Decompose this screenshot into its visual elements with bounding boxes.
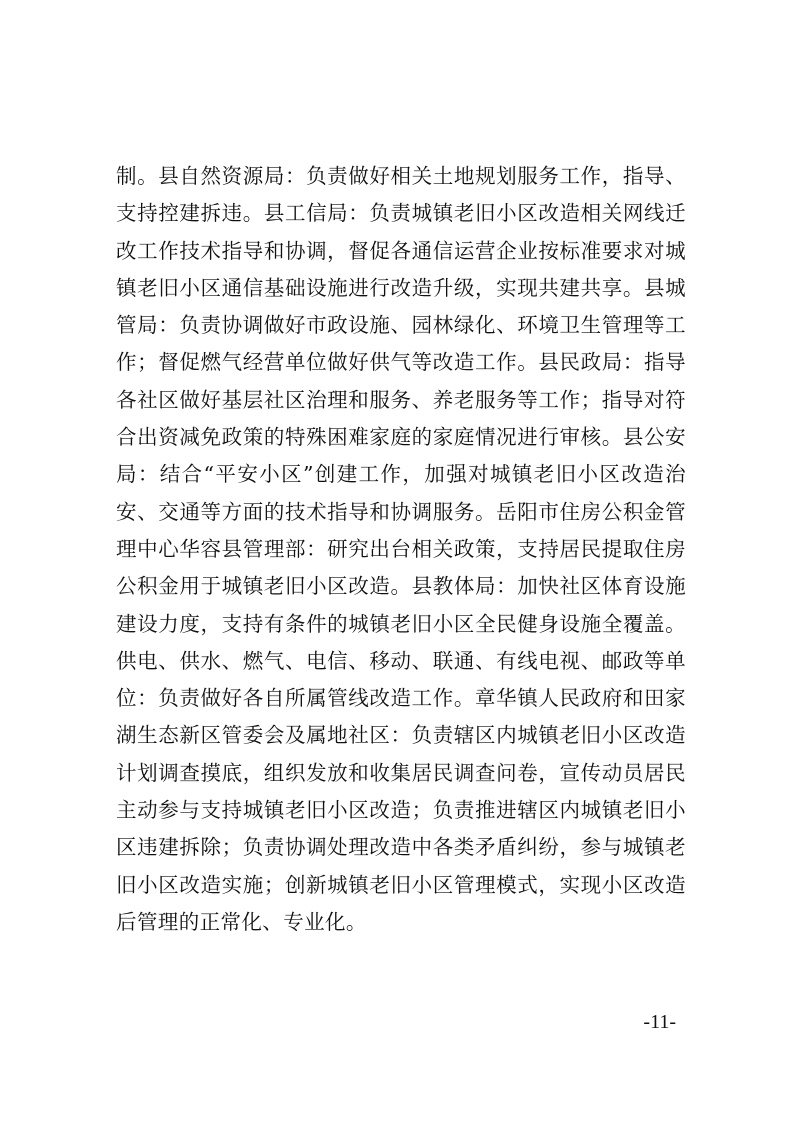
text-line: 湖生态新区管委会及属地社区：负责辖区内城镇老旧小区改造 [116, 723, 686, 748]
text-line: 建设力度，支持有条件的城镇老旧小区全民健身设施全覆盖。 [116, 611, 686, 636]
text-line: 位：负责做好各自所属管线改造工作。章华镇人民政府和田家 [116, 686, 686, 711]
text-line: 供电、供水、燃气、电信、移动、联通、有线电视、邮政等单 [116, 648, 686, 673]
text-line: 镇老旧小区通信基础设施进行改造升级，实现共建共享。县城 [116, 275, 686, 300]
text-line: 各社区做好基层社区治理和服务、养老服务等工作；指导对符 [116, 387, 686, 412]
text-line: 局：结合“平安小区”创建工作，加强对城镇老旧小区改造治 [116, 462, 686, 487]
text-line: 理中心华容县管理部：研究出台相关政策，支持居民提取住房 [116, 536, 686, 561]
text-line-last: 后管理的正常化、专业化。 [116, 909, 367, 934]
text-line: 主动参与支持城镇老旧小区改造；负责推进辖区内城镇老旧小 [116, 798, 686, 823]
text-line: 安、交通等方面的技术指导和协调服务。岳阳市住房公积金管 [116, 499, 686, 524]
text-line: 区违建拆除；负责协调处理改造中各类矛盾纠纷，参与城镇老 [116, 835, 686, 860]
text-line: 管局：负责协调做好市政设施、园林绿化、环境卫生管理等工 [116, 313, 686, 338]
text-line: 旧小区改造实施；创新城镇老旧小区管理模式，实现小区改造 [116, 872, 686, 897]
text-line: 支持控建拆违。县工信局：负责城镇老旧小区改造相关网线迁 [116, 201, 686, 226]
text-line: 合出资减免政策的特殊困难家庭的家庭情况进行审核。县公安 [116, 425, 686, 450]
body-paragraph [116, 158, 686, 941]
page-number: -11- [643, 1011, 676, 1033]
text-line: 公积金用于城镇老旧小区改造。县教体局：加快社区体育设施 [116, 574, 686, 599]
text-line: 作；督促燃气经营单位做好供气等改造工作。县民政局：指导 [116, 350, 686, 375]
text-line: 制。县自然资源局：负责做好相关土地规划服务工作，指导、 [116, 164, 686, 188]
text-line: 计划调查摸底，组织发放和收集居民调查问卷，宣传动员居民 [116, 760, 686, 785]
text-line: 改工作技术指导和协调，督促各通信运营企业按标准要求对城 [116, 238, 686, 263]
